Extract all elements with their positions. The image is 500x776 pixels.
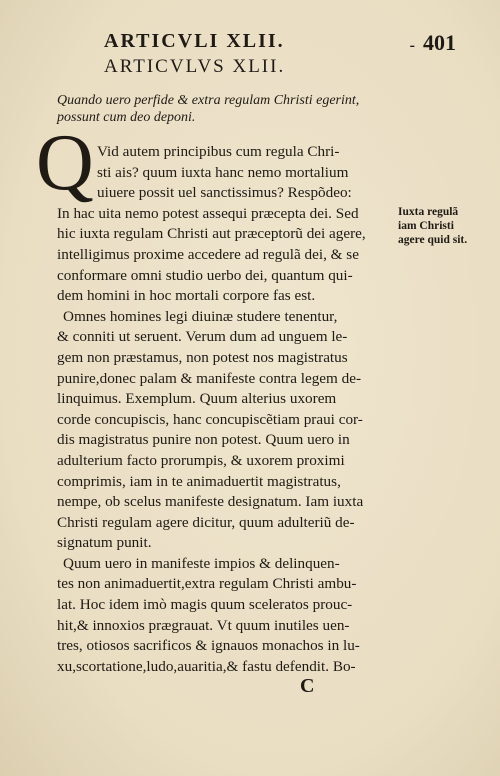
text-line: Quum uero in manifeste impios & delinquen- — [63, 554, 340, 572]
text-line: dem homini in hoc mortali corpore fas est. — [57, 287, 316, 305]
signature-mark: C — [300, 675, 315, 697]
margin-note-line: iam Christi — [398, 220, 454, 232]
text-line: tes non animaduertit,extra regulam Christi ambu- — [57, 575, 357, 593]
text-line: tres, otiosos sacrificos & ignauos monachos in lu- — [57, 637, 360, 655]
margin-note-line: agere quid sit. — [398, 234, 468, 246]
page-number — [410, 30, 456, 56]
text-line: linquimus. Exemplum. Quum alterius uxorem — [57, 390, 337, 408]
text-line: hit,& innoxios prægrauat. Vt quum inutiles uen- — [57, 616, 350, 634]
text-line: adulterium facto prorumpis, & uxorem proximi — [57, 451, 345, 469]
text-line: In hac uita nemo potest assequi præcepta dei. Sed — [57, 204, 359, 222]
text-line: intelligimus proxime accedere ad regulã dei, & se — [57, 245, 359, 263]
text-line: nempe, ob scelus manifeste designatum. Iam iuxta — [57, 493, 364, 511]
text-line: Omnes homines legi diuinæ studere tenentur, — [63, 307, 338, 325]
running-head: ARTICVLI XLII. — [104, 30, 285, 52]
text-line: xu,scortatione,ludo,auaritia,& fastu defendit. Bo- — [57, 657, 356, 675]
body-text — [57, 142, 397, 677]
drop-cap: Q — [36, 119, 94, 207]
text-line: sti ais? quum iuxta hanc nemo mortalium — [97, 163, 349, 181]
margin-note — [398, 205, 478, 247]
text-line: gem non præstamus, non potest nos magistratus — [57, 348, 348, 366]
text-line: uiuere possit uel sanctissimus? Respõdeo: — [97, 184, 352, 202]
folio-dash: - — [409, 37, 415, 54]
text-line: signatum punit. — [57, 534, 152, 552]
text-line: hic iuxta regulam Christi aut præceptorũ dei agere, — [57, 225, 366, 243]
text-line: Christi regulam agere dicitur, quum adulteriũ de- — [57, 513, 355, 531]
question-line: possunt cum deo deponi. — [57, 110, 196, 125]
question-heading — [57, 92, 417, 126]
text-line: punire,donec palam & manifeste contra legem de- — [57, 369, 362, 387]
text-line: lat. Hoc idem imò magis quum sceleratos prouc- — [57, 596, 353, 614]
text-line: comprimis, iam in te animaduertit magistratus, — [57, 472, 341, 490]
text-line: corde concupiscis, hanc concupiscẽtiam praui cor- — [57, 410, 363, 428]
question-line: Quando uero perfide & extra regulam Christi egerint, — [57, 93, 360, 108]
text-line: Vid autem principibus cum regula Chri- — [97, 143, 340, 160]
text-line: & conniti ut seruent. Verum dum ad unguem le- — [57, 328, 348, 346]
text-line: dis magistratus punire non potest. Quum uero in — [57, 431, 350, 449]
margin-note-line: Iuxta regulã — [398, 206, 459, 218]
text-line: conformare omni studio uerbo dei, quantum qui- — [57, 266, 353, 284]
article-title: ARTICVLVS XLII. — [104, 56, 286, 77]
folio-number: 401 — [423, 30, 456, 55]
